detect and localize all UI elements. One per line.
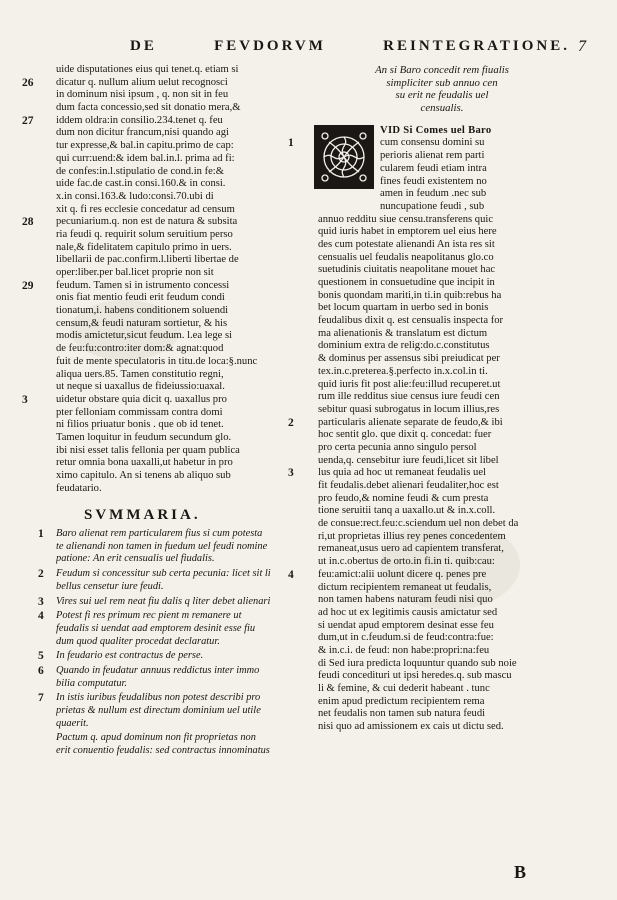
text-line-wrap bbox=[56, 356, 310, 369]
text-line-wrap bbox=[318, 290, 566, 303]
text-line: & dominus per assensus sibi preiudicat per bbox=[318, 353, 500, 365]
margin-number: 3 bbox=[22, 393, 28, 406]
text-line: dum non dicitur francum,nisi quando agi bbox=[56, 127, 229, 139]
text-line-wrap bbox=[318, 442, 566, 455]
summary-line: Potest fi res primum rec pient m remanere ut bbox=[56, 610, 242, 622]
text-line-wrap bbox=[56, 102, 310, 115]
text-line-wrap bbox=[56, 483, 310, 496]
text-line: xit q. fi res ecclesie concedatur ad censum bbox=[56, 203, 235, 215]
summary-item bbox=[38, 610, 310, 648]
text-line-wrap bbox=[56, 470, 310, 483]
text-line: feu:amict:alii uolunt dicere q. penes pre bbox=[318, 568, 487, 580]
text-line: non tamen habens naturam feudi nisi quo bbox=[318, 594, 493, 606]
text-line: iddem oldra:in consilio.234.tenet q. feu bbox=[56, 114, 223, 126]
margin-number: 4 bbox=[288, 568, 294, 581]
text-line: sebitur quasi subrogatus in locum illius,res bbox=[318, 403, 500, 415]
text-line: de confes:in.l.stipulatio de cond.in fe:& bbox=[56, 165, 224, 177]
chapter-heading-line: censualis. bbox=[420, 102, 464, 115]
right-column-text bbox=[288, 213, 566, 734]
text-line: censualis uel feudalis neapolitanus glo.co bbox=[318, 251, 494, 263]
summary-number: 6 bbox=[38, 664, 44, 677]
text-line: feudi concedituri ut ipsi heredes.q. sub mascu bbox=[318, 670, 512, 682]
text-line-wrap bbox=[318, 163, 566, 176]
chapter-heading bbox=[318, 64, 566, 115]
text-line-wrap bbox=[318, 455, 566, 468]
text-line-wrap bbox=[56, 242, 310, 255]
text-line: ri,ut proprietas illius rey penes concedentem bbox=[318, 530, 506, 542]
text-line-wrap bbox=[318, 239, 566, 252]
text-line-wrap bbox=[318, 404, 566, 417]
text-line: dictum recipientem remaneat ut feudalis, bbox=[318, 581, 492, 593]
text-line-wrap bbox=[318, 607, 566, 620]
summary-line: Quando in feudatur annuus reddictus inter immo bbox=[56, 664, 260, 676]
summary-line: Baro alienat rem particularem fius si cum potesta bbox=[56, 528, 263, 540]
summary-line: bellus censetur iure feudi. bbox=[56, 580, 164, 592]
text-line-wrap bbox=[318, 518, 566, 531]
text-line-wrap bbox=[318, 670, 566, 683]
text-line-wrap bbox=[56, 305, 310, 318]
text-line-wrap bbox=[318, 543, 566, 556]
text-line: bonis quondam mariti,in ti.in quib:rebus ha bbox=[318, 289, 502, 301]
text-line: ni filios priuatur bonis . que ob id tenet. bbox=[56, 419, 224, 431]
text-line: dicatur q. nullum alium uelut recognosci bbox=[56, 76, 228, 88]
folio-number: 7 bbox=[578, 38, 586, 55]
text-line-wrap bbox=[56, 318, 310, 331]
summaria-title: SVMMARIA. bbox=[84, 507, 201, 524]
summary-number: 3 bbox=[38, 595, 44, 608]
text-line: nisi quo ad amissionem ex cais ut dictu sed. bbox=[318, 721, 504, 733]
text-line: bet locum quartam in uerbo sed in bonis bbox=[318, 302, 489, 314]
text-line-wrap bbox=[56, 416, 310, 432]
text-line-wrap bbox=[318, 632, 566, 645]
text-line: modis amictetur,sicut feudum. l.ea lege si bbox=[56, 330, 233, 342]
text-line: annuo redditu siue censu.transferens quic bbox=[318, 213, 494, 225]
summary-item bbox=[56, 732, 310, 757]
text-line-wrap bbox=[318, 302, 566, 315]
text-line: oper:liber.per bal.licet proprie non sit bbox=[56, 267, 214, 278]
text-line-wrap bbox=[318, 696, 566, 709]
text-line-wrap bbox=[318, 683, 566, 696]
text-line: nuncupatione feudi , sub bbox=[380, 200, 485, 212]
text-line-wrap bbox=[56, 343, 310, 356]
text-line: perioris alienat rem parti bbox=[380, 150, 485, 162]
text-line: lus quia ad hoc ut remaneat feudalis uel bbox=[318, 467, 486, 479]
dropcap-text bbox=[288, 124, 566, 214]
summary-number: 1 bbox=[38, 528, 44, 541]
text-line-wrap bbox=[318, 391, 566, 404]
text-line-wrap bbox=[56, 178, 310, 191]
text-line-wrap bbox=[318, 201, 566, 214]
text-line: uide fac.de cast.in consi.160.& in consi. bbox=[56, 178, 226, 190]
text-line: fines feudi existentem no bbox=[380, 175, 487, 187]
summary-line: te alienandi non tamen in fuedum uel feudi nomine bbox=[56, 540, 268, 552]
text-line: fit feudalis.debet alienari feudaliter,hoc est bbox=[318, 480, 499, 491]
text-line: pter felloniam commissam contra domi bbox=[56, 406, 223, 418]
text-line: nale,& fidelitatem capitulo primo in uers. bbox=[56, 241, 232, 253]
text-line: ximo capitulo. An si tenens ab aliquo sub bbox=[56, 470, 231, 481]
text-line: rum ille redditus siue census iure feudi cen bbox=[318, 391, 500, 403]
text-line: cularem feudi etiam intra bbox=[380, 162, 487, 174]
margin-number: 26 bbox=[22, 76, 34, 89]
text-line: feudum. Tamen si in istrumento concessi bbox=[56, 279, 230, 291]
margin-number: 28 bbox=[22, 216, 34, 229]
text-line: Tamen loquitur in feudum secundum glo. bbox=[56, 431, 232, 443]
text-line: qui curr:uend:& idem bal.in.l. prima ad fi: bbox=[56, 152, 235, 164]
text-line-wrap bbox=[22, 216, 310, 229]
text-line: ad hoc ut ex legitimis causis amictatur sed bbox=[318, 606, 498, 618]
text-line: tex.in.c.preterea.§.perfecto in.x.col.in ti. bbox=[318, 365, 488, 377]
text-line-wrap bbox=[318, 353, 566, 366]
text-line-wrap bbox=[56, 166, 310, 179]
text-line-wrap bbox=[318, 480, 566, 493]
text-line: ut in.c.obertus de orto.in fi.in ti. quib:cau: bbox=[318, 556, 495, 568]
text-line-wrap bbox=[288, 467, 566, 480]
text-line-wrap bbox=[318, 531, 566, 544]
summary-item bbox=[38, 528, 310, 566]
running-head bbox=[130, 38, 570, 55]
text-line-wrap bbox=[318, 214, 566, 227]
text-line: de feu:fu:contro:iter dom:& agnat:quod bbox=[56, 343, 224, 355]
text-line: net feudalis non tamen sub natura feudi bbox=[318, 708, 486, 720]
text-line: retur omnia bona uaxalli,ut habetur in pro bbox=[56, 457, 233, 469]
summary-number: 2 bbox=[38, 568, 44, 581]
text-line-wrap bbox=[318, 328, 566, 341]
text-line: questionem in consuetudine que incipit in bbox=[318, 277, 495, 288]
margin-number: 3 bbox=[288, 467, 294, 480]
text-line: amen in feudum .nec sub bbox=[380, 188, 487, 200]
text-line-wrap bbox=[318, 620, 566, 633]
catchword: B bbox=[514, 862, 527, 882]
text-line-wrap bbox=[56, 381, 310, 394]
text-line-wrap bbox=[318, 150, 566, 163]
text-line: & in.c.i. de feud: non habe:propri:na:feu bbox=[318, 644, 490, 656]
text-line: dominium extra de relig:do.c.constitutus bbox=[318, 340, 490, 352]
text-line: censum,& feudi naturam sortietur, & his bbox=[56, 317, 228, 329]
text-line-wrap bbox=[318, 556, 566, 569]
summary-number: 5 bbox=[38, 650, 44, 663]
text-line: pro certa pecunia anno singulo persol bbox=[318, 441, 477, 453]
right-column bbox=[288, 64, 566, 734]
summary-line: feudalis si uendat aad emptorem desinit esse fiu bbox=[56, 622, 256, 634]
left-column bbox=[22, 64, 310, 760]
text-line-wrap bbox=[22, 114, 310, 128]
text-line-wrap bbox=[318, 125, 566, 138]
text-line-wrap bbox=[318, 226, 566, 239]
summary-item bbox=[38, 650, 310, 663]
text-line-wrap bbox=[318, 264, 566, 277]
running-head-word: DE bbox=[130, 38, 157, 54]
text-line-wrap bbox=[318, 594, 566, 607]
text-line-wrap bbox=[318, 277, 566, 290]
text-line-wrap bbox=[318, 366, 566, 379]
summary-line: patione: An erit censualis uel fiudalis. bbox=[56, 553, 215, 565]
text-line: fuit de mente speculatoris in titu.de loca:§.nunc bbox=[56, 355, 258, 367]
text-line: onis fiat mentio feudi erit feudum condi bbox=[56, 292, 225, 304]
chapter-heading-line: simpliciter sub annuo cen bbox=[386, 76, 498, 89]
summary-item bbox=[38, 568, 310, 593]
left-column-text bbox=[22, 64, 310, 495]
summary-line: bilia computatur. bbox=[56, 677, 128, 689]
text-line-wrap bbox=[318, 315, 566, 328]
text-line: VID Si Comes uel Baro bbox=[380, 124, 492, 136]
text-line-wrap bbox=[56, 127, 310, 140]
text-line: in dominum nisi ipsum , q. non sit in feu bbox=[56, 89, 229, 101]
text-line-wrap bbox=[56, 140, 310, 153]
text-line: pecuniarium.q. non est de natura & subsita bbox=[56, 216, 238, 228]
text-line-wrap bbox=[318, 176, 566, 189]
text-line-wrap bbox=[318, 582, 566, 595]
summary-line: quaerit. bbox=[56, 717, 89, 729]
text-line-wrap bbox=[56, 292, 310, 305]
text-line-wrap bbox=[288, 137, 566, 150]
text-line: ma alienationis & translatum est dictum bbox=[318, 327, 488, 339]
text-line: libellarii de pac.confirm.l.liberti libertae de bbox=[56, 254, 239, 266]
text-line: suetudinis ciuitatis neapolitane mouet hac bbox=[318, 264, 496, 276]
text-line: ut neque si uaxallus de fideiussio:uaxal. bbox=[56, 381, 225, 393]
margin-number: 1 bbox=[288, 137, 294, 150]
summary-line: prietas & nullum est directum dominium uel utile bbox=[56, 705, 261, 717]
text-line: di Sed iura predicta loquuntur quando sub noie bbox=[318, 657, 517, 669]
summary-item bbox=[38, 664, 310, 690]
text-line: uidetur obstare quia dicit q. uaxallus pro bbox=[56, 393, 227, 405]
summary-line: Feudum si concessitur sub certa pecunia: licet sit li bbox=[56, 568, 271, 580]
text-line-wrap bbox=[318, 340, 566, 353]
text-line-wrap bbox=[318, 493, 566, 506]
text-line-wrap bbox=[56, 445, 310, 458]
summary-line: In istis iuribus feudalibus non potest describi pro bbox=[56, 692, 261, 704]
summary-number: 7 bbox=[38, 692, 44, 705]
summary-item bbox=[38, 595, 310, 609]
text-line-wrap bbox=[288, 416, 566, 430]
text-line: si uendat apud emptorem desinat esse feu bbox=[318, 619, 494, 631]
text-line: ibi nisi esset talis fellonia per quam publica bbox=[56, 444, 240, 456]
text-line-wrap bbox=[318, 708, 566, 721]
text-line-wrap bbox=[56, 407, 310, 420]
text-line-wrap bbox=[56, 330, 310, 343]
text-line-wrap bbox=[56, 432, 310, 445]
text-line: dum facta concessio,sed sit donatio mera,& bbox=[56, 102, 241, 114]
text-line: dum,ut in c.feudum.si de feud:contra:fue: bbox=[318, 632, 494, 644]
running-head-word: REINTEGRATIONE. bbox=[383, 38, 570, 54]
text-line: uenda,q. censebitur iure feudi,licet sit libel bbox=[318, 454, 499, 466]
text-line: feudalibus dixit q. est censualis inspecta for bbox=[318, 315, 504, 327]
text-line-wrap bbox=[56, 89, 310, 102]
text-line-wrap bbox=[288, 568, 566, 582]
text-line-wrap bbox=[318, 188, 566, 201]
text-line: feudatario. bbox=[56, 482, 102, 494]
running-head-word: FEVDORVM bbox=[214, 38, 326, 54]
text-line-wrap bbox=[56, 204, 310, 217]
text-line: quid iuris habet in emptorem uel eius here bbox=[318, 226, 497, 238]
summary-item bbox=[38, 692, 310, 730]
text-line: particularis alienate separate de feudo,& ibi bbox=[318, 416, 503, 428]
text-line-wrap bbox=[56, 254, 310, 267]
text-line: remaneat,usus uero ad capientem transferat, bbox=[318, 543, 504, 555]
margin-number: 2 bbox=[288, 416, 294, 429]
summary-line: erit conuentio feudalis: sed contractus innominatus bbox=[56, 745, 270, 757]
text-line-wrap bbox=[318, 429, 566, 442]
chapter-heading-line: su erit ne feudalis uel bbox=[395, 89, 489, 102]
text-line: de consue:rect.feu:c.sciendum uel non debet da bbox=[318, 518, 519, 530]
text-line-wrap bbox=[318, 379, 566, 392]
text-line: hoc sentit glo. que dixit q. concedat: fuer bbox=[318, 429, 492, 441]
summary-line: In feudario est contractus de perse. bbox=[56, 650, 204, 662]
summary-line: Pactum q. apud dominum non fit proprietas non bbox=[56, 732, 256, 744]
text-line-wrap bbox=[56, 457, 310, 470]
text-line: des cum potestate alienandi An ista res sit bbox=[318, 238, 495, 250]
text-line: enim apud predictum recipientem rema bbox=[318, 695, 485, 707]
text-line-wrap bbox=[22, 76, 310, 90]
text-line-wrap bbox=[318, 721, 566, 734]
text-line-wrap bbox=[56, 267, 310, 280]
summary-line: dum quod qualiter procedat declaratur. bbox=[56, 635, 220, 647]
text-line-wrap bbox=[56, 153, 310, 166]
text-line: cum consensu domini su bbox=[380, 137, 485, 149]
text-line: aliqua uers.85. Tamen constitutio regni, bbox=[56, 368, 224, 380]
text-line-wrap bbox=[318, 645, 566, 658]
text-line-wrap bbox=[56, 229, 310, 242]
text-line: uide disputationes eius qui tenet.q. etiam si bbox=[56, 64, 239, 75]
text-line: li & femine, & cui dederit habeant . tunc bbox=[318, 683, 490, 694]
text-line-wrap bbox=[318, 505, 566, 518]
text-line: pro feudo,& nomine feudi & cum presta bbox=[318, 492, 489, 504]
margin-number: 29 bbox=[22, 279, 34, 292]
text-line: ria feudi q. requirit solum seruitium perso bbox=[56, 228, 233, 240]
text-line: tionatum,i. habens conditionem soluendi bbox=[56, 305, 229, 317]
text-line-wrap bbox=[22, 279, 310, 293]
text-line: quid iuris fit post alie:feu:illud recuperet.ut bbox=[318, 378, 501, 390]
text-line: x.in consi.163.& ludo:consi.70.ubi di bbox=[56, 190, 214, 202]
text-line-wrap bbox=[318, 658, 566, 671]
chapter-heading-line: An si Baro concedit rem fiualis bbox=[375, 64, 509, 76]
summary-number: 4 bbox=[38, 610, 44, 623]
text-line-wrap bbox=[56, 369, 310, 382]
text-line-wrap bbox=[56, 191, 310, 204]
summary-line: Vires sui uel rem neat fiu dalis q liter debet alienari bbox=[56, 595, 271, 607]
text-line-wrap bbox=[56, 64, 310, 77]
margin-number: 27 bbox=[22, 114, 34, 127]
text-line: tur expresse,& bal.in capitu.primo de cap: bbox=[56, 140, 234, 152]
summaria-list bbox=[38, 528, 310, 758]
text-line: tione seruitii tanq a uaxallo.ut & in.x.coll. bbox=[318, 505, 496, 517]
text-line-wrap bbox=[318, 252, 566, 265]
text-line-wrap bbox=[22, 393, 310, 407]
